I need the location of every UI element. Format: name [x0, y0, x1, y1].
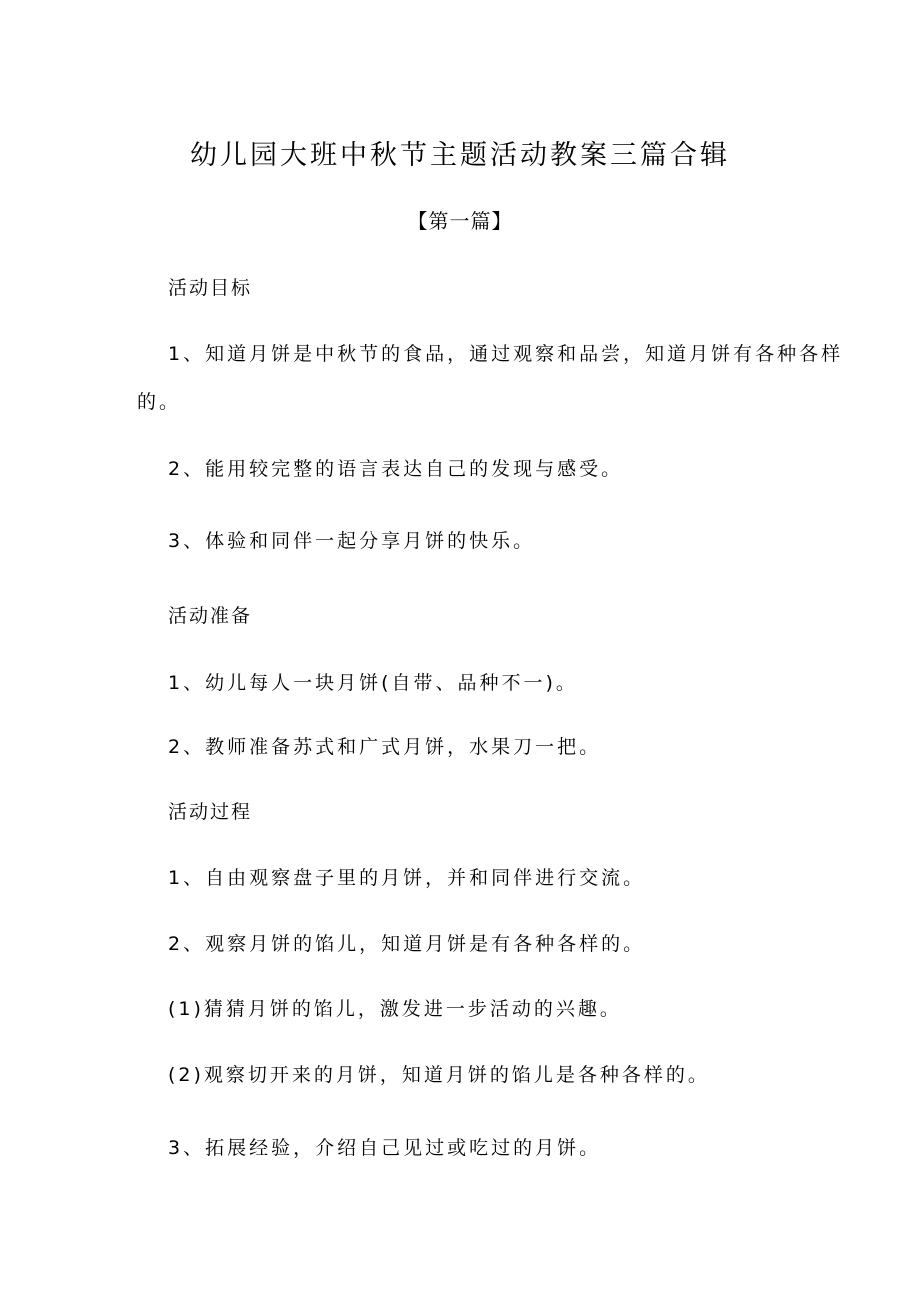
objective-item-1-line-2: 的。 — [137, 391, 182, 413]
process-heading: 活动过程 — [168, 801, 253, 823]
objectives-heading: 活动目标 — [168, 277, 253, 299]
document-title: 幼儿园大班中秋节主题活动教案三篇合辑 — [190, 140, 730, 171]
process-item-2-sub-2: (2)观察切开来的月饼，知道月饼的馅儿是各种各样的。 — [168, 1064, 710, 1086]
preparation-heading: 活动准备 — [168, 605, 253, 627]
process-item-3: 3、拓展经验，介绍自己见过或吃过的月饼。 — [168, 1137, 602, 1159]
process-item-2-sub-1: (1)猜猜月饼的馅儿，激发进一步活动的兴趣。 — [168, 998, 622, 1020]
preparation-item-2: 2、教师准备苏式和广式月饼，水果刀一把。 — [168, 736, 602, 758]
process-item-2: 2、观察月饼的馅儿，知道月饼是有各种各样的。 — [168, 933, 646, 955]
objective-item-3: 3、体验和同伴一起分享月饼的快乐。 — [168, 530, 536, 552]
section-label: 【第一篇】 — [407, 209, 513, 233]
preparation-item-1: 1、幼儿每人一块月饼(自带、品种不一)。 — [168, 672, 578, 694]
objective-item-2: 2、能用较完整的语言表达自己的发现与感受。 — [168, 458, 624, 480]
objective-item-1-line-1: 1、知道月饼是中秋节的食品，通过观察和品尝，知道月饼有各种各样 — [168, 343, 844, 365]
process-item-1: 1、自由观察盘子里的月饼，并和同伴进行交流。 — [168, 867, 646, 889]
